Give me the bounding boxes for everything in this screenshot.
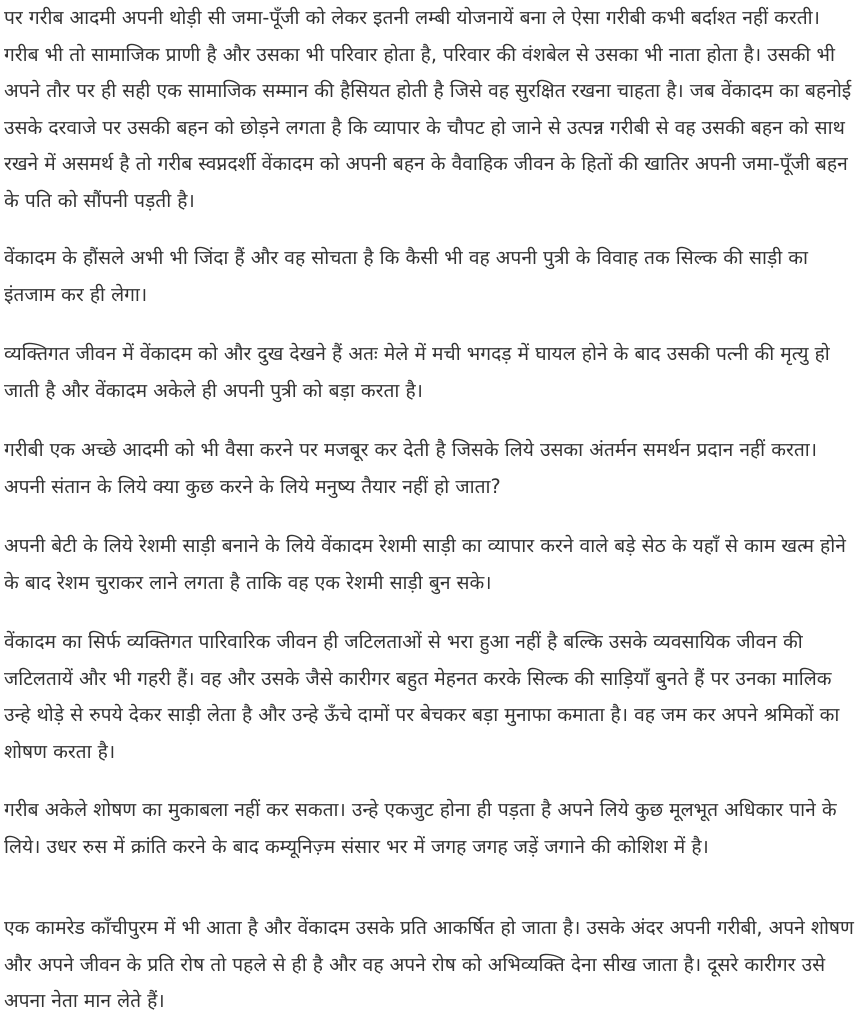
- paragraph: वेंकादम के हौंसले अभी भी जिंदा हैं और वह सोचता है कि कैसी भी वह अपनी पुत्री के विवाह तक सिल्क की साड़ी का इंतजाम कर ही लेगा।: [4, 246, 808, 306]
- paragraph: व्यक्तिगत जीवन में वेंकादम को और दुख देखने हैं अतः मेले में मची भगदड़ में घायल होने के बाद उसकी पत्नी की मृत्यु हो जाती है और वेंकादम अकेले ही अपनी पुत्री को बड़ा करता है।: [4, 342, 830, 402]
- paragraph: अपनी बेटी के लिये रेशमी साड़ी बनाने के लिये वेंकादम रेशमी साड़ी का व्यापार करने वाले बड़े सेठ के यहाँ से काम खत्म होने के बाद रेशम चुराकर लाने लगता है ताकि वह एक रेशमी साड़ी बुन सके।: [4, 534, 846, 594]
- paragraph: पर गरीब आदमी अपनी थोड़ी सी जमा-पूँजी को लेकर इतनी लम्बी योजनायें बना ले ऐसा गरीबी कभी बर्दाश्त नहीं करती। गरीब भी तो सामाजिक प्राणी है और उसका भी परिवार होता है, परिवार की वंशबेल से उसका भी नाता होता है। उसकी भी अपने तौर पर ही सही एक सामाजिक सम्मान की हैसियत होती है जिसे वह सुरक्षित रखना चाहता है। जब वेंकादम का बहनोई उसके दरवाजे पर उसकी बहन को छोड़ने लगता है कि व्यापार के चौपट हो जाने से उत्पन्न गरीबी से वह उसकी बहन को साथ रखने में असमर्थ है तो गरीब स्वप्नदर्शी वेंकादम को अपनी बहन के वैवाहिक जीवन के हितों की खातिर अपनी जमा-पूँजी बहन के पति को सौंपनी पड़ती है।: [4, 6, 852, 212]
- paragraph: गरीबी एक अच्छे आदमी को भी वैसा करने पर मजबूर कर देती है जिसके लिये उसका अंतर्मन समर्थन प्रदान नहीं करता। अपनी संतान के लिये क्या कुछ करने के लिये मनुष्य तैयार नहीं हो जाता?: [4, 438, 817, 498]
- paragraph: गरीब अकेले शोषण का मुकाबला नहीं कर सकता। उन्हे एकजुट होना ही पड़ता है अपने लिये कुछ मूलभूत अधिकार पाने के लिये। उधर रुस में क्रांति करने के बाद कम्यूनिज़्म संसार भर में जगह जगह जड़ें जगाने की कोशिश में है।: [4, 798, 837, 858]
- paragraph: वेंकादम का सिर्फ व्यक्तिगत पारिवारिक जीवन ही जटिलताओं से भरा हुआ नहीं है बल्कि उसके व्यवसायिक जीवन की जटिलतायें और भी गहरी हैं। वह और उसके जैसे कारीगर बहुत मेहनत करके सिल्क की साड़ियाँ बुनते हैं पर उनका मालिक उन्हे थोड़े से रुपये देकर साड़ी लेता है और उन्हे ऊँचे दामों पर बेचकर बड़ा मुनाफा कमाता है। वह जम कर अपने श्रमिकों का शोषण करता है।: [4, 630, 840, 763]
- paragraph: एक कामरेड काँचीपुरम में भी आता है और वेंकादम उसके प्रति आकर्षित हो जाता है। उसके अंदर अपनी गरीबी, अपने शोषण और अपने जीवन के प्रति रोष तो पहले से ही है और वह अपने रोष को अभिव्यक्ति देना सीख जाता है। दूसरे कारीगर उसे अपना नेता मान लेते हैं।: [4, 916, 854, 1013]
